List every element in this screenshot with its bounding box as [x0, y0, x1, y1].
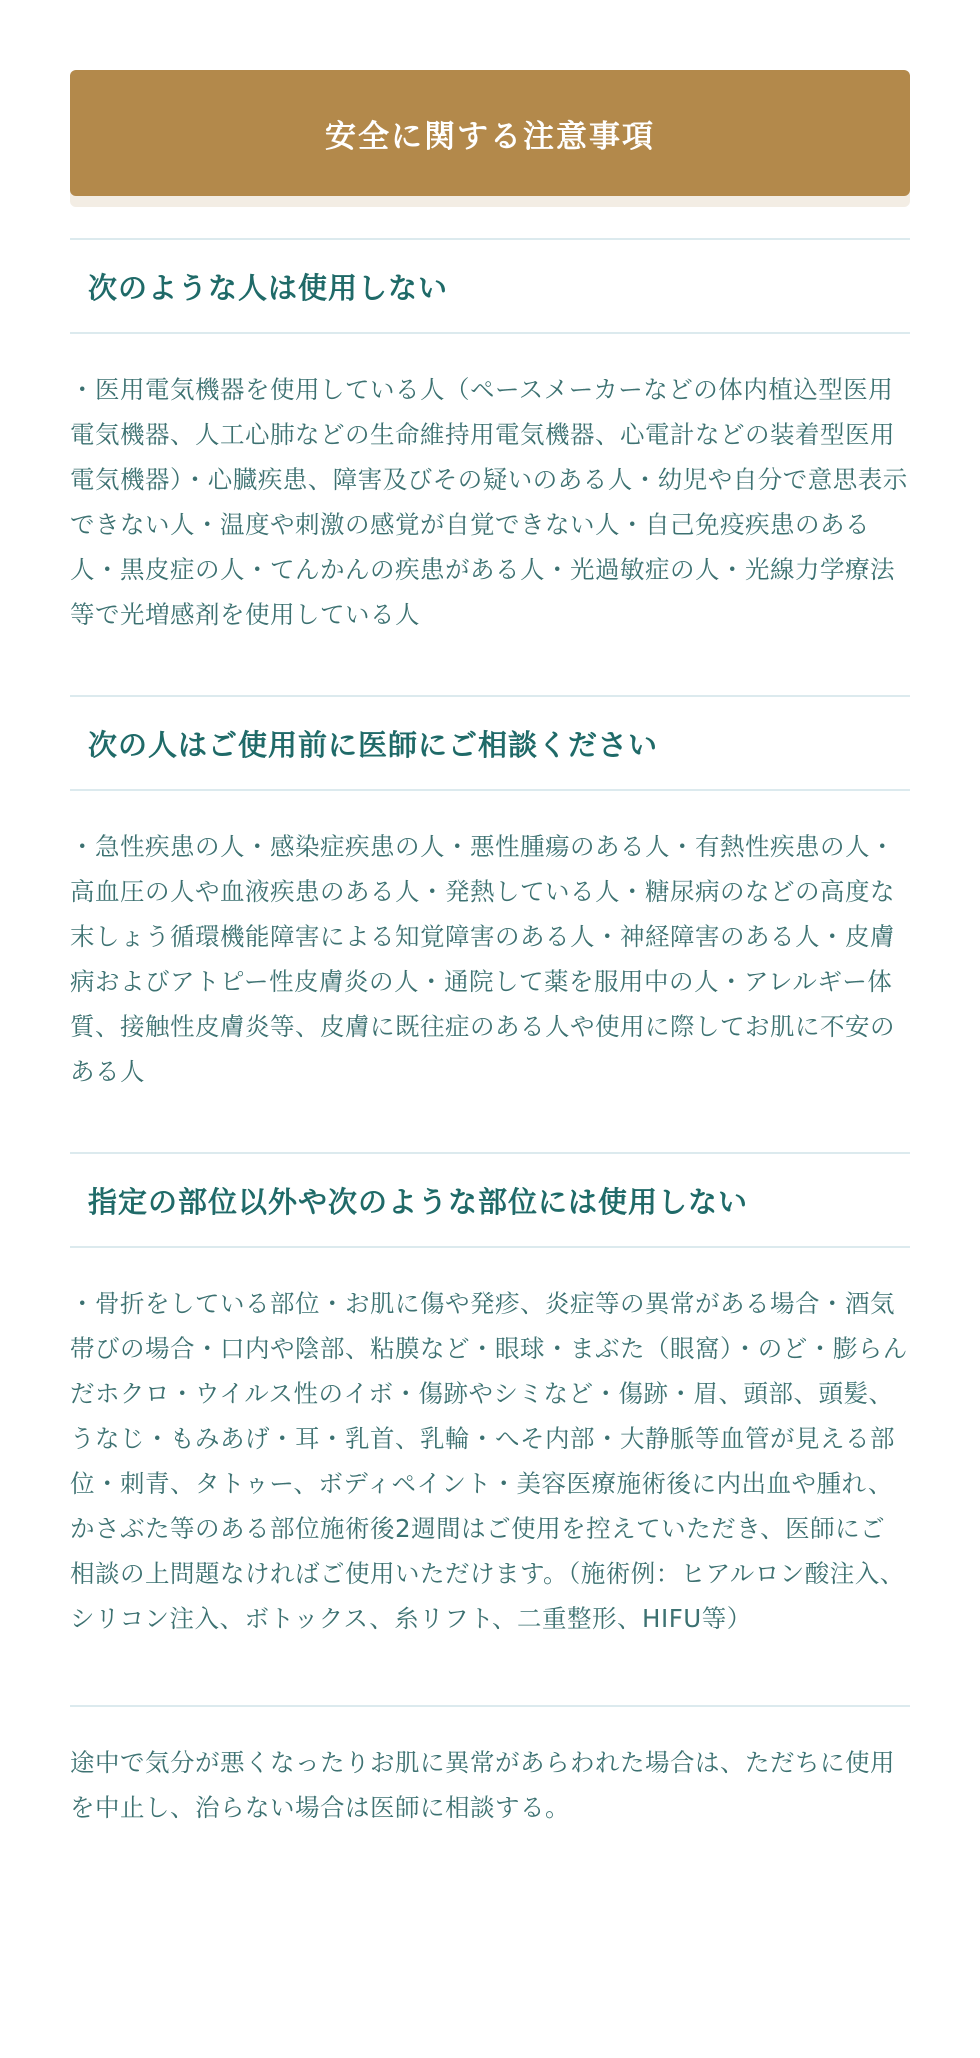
section-heading — [70, 238, 910, 334]
section-do-not-use-areas — [70, 1152, 910, 1641]
page-title: 安全に関する注意事項 — [325, 118, 655, 155]
section-body: ・医用電気機器を使用している人（ペースメーカーなどの体内植込型医用電気機器、人工心肺などの生命維持用電気機器、心電計などの装着型医用電気機器）・心臓疾患、障害及びその疑いのある人・幼児や自分で意思表示できない人・温度や刺激の感覚が自覚できない人・自己免疫疾患のある人・黒皮症の人・てんかんの疾患がある人・光過敏症の人・光線力学療法等で光増感剤を使用している人 — [70, 375, 908, 629]
title-banner — [70, 70, 910, 196]
section-consult-doctor — [70, 695, 910, 1094]
safety-precautions-page — [0, 70, 980, 2058]
section-heading-text: 次のような人は使用しない — [88, 270, 449, 305]
section-heading-text: 次の人はご使用前に医師にご相談ください — [88, 727, 659, 762]
section-do-not-use-persons — [70, 238, 910, 637]
section-heading — [70, 1152, 910, 1248]
section-heading-text: 指定の部位以外や次のような部位には使用しない — [88, 1184, 749, 1219]
section-body: ・骨折をしている部位・お肌に傷や発疹、炎症等の異常がある場合・酒気帯びの場合・口内や陰部、粘膜など・眼球・まぶた（眼窩）・のど・膨らんだホクロ・ウイルス性のイボ・傷跡やシミなど・傷跡・眉、頭部、頭髪、うなじ・もみあげ・耳・乳首、乳輪・へそ内部・大静脈等血管が見える部位・刺青、タトゥー、ボディペイント・美容医療施術後に内出血や腫れ、かさぶた等のある部位施術後2週間はご使用を控えていただき、医師にご相談の上問題なければご使用いただけます。（施術例：ヒアルロン酸注入、シリコン注入、ボトックス、糸リフト、二重整形、HIFU等） — [70, 1289, 908, 1633]
section-heading — [70, 695, 910, 791]
final-note: 途中で気分が悪くなったりお肌に異常があらわれた場合は、ただちに使用を中止し、治らない場合は医師に相談する。 — [70, 1748, 895, 1822]
section-body: ・急性疾患の人・感染症疾患の人・悪性腫瘍のある人・有熱性疾患の人・高血圧の人や血液疾患のある人・発熱している人・糖尿病のなどの高度な末しょう循環機能障害による知覚障害のある人・神経障害のある人・皮膚病およびアトピー性皮膚炎の人・通院して薬を服用中の人・アレルギー体質、接触性皮膚炎等、皮膚に既往症のある人や使用に際してお肌に不安のある人 — [70, 832, 895, 1086]
